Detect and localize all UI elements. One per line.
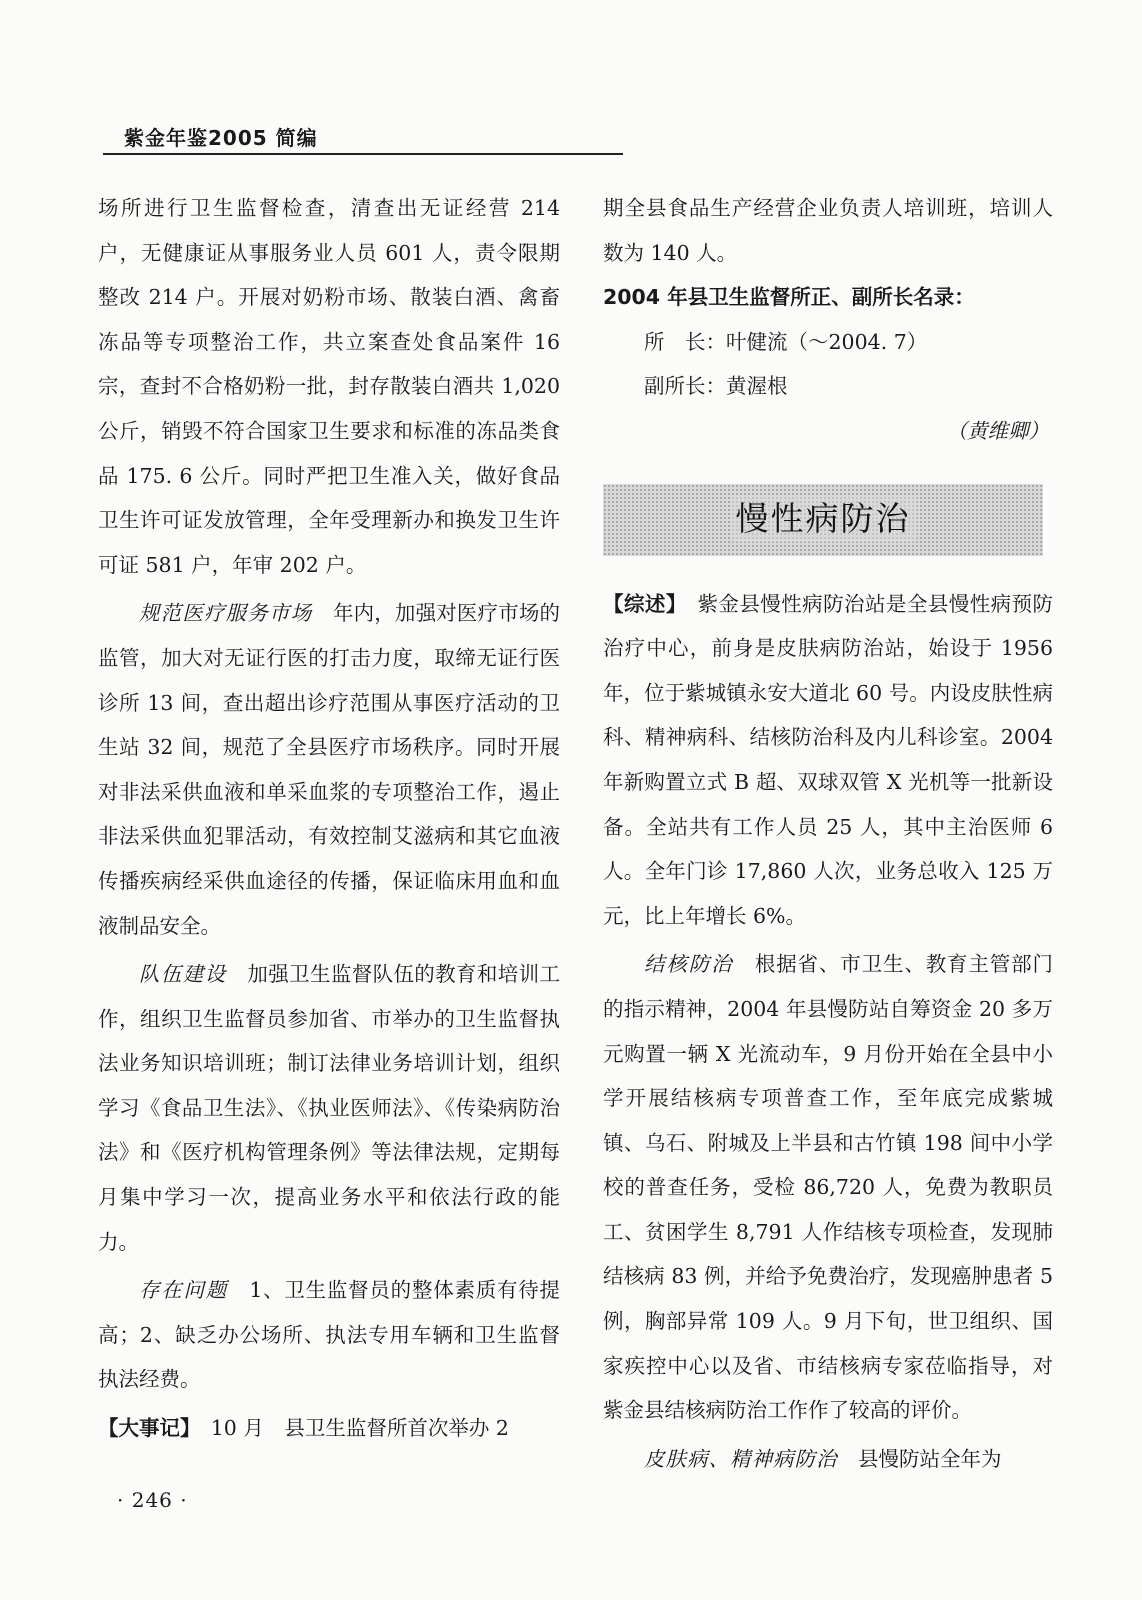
body-medical-market: 年内，加强对医疗市场的监管，加大对无证行医的打击力度，取缔无证行医诊所 13 间，查出超出诊疗范围从事医疗活动的卫生站 32 间，规范了全县医疗市场秩序。同时开展对非法采供血液和单采血浆的专项整治工作，遏止非法采供血犯罪活动，有效控制艾滋病和其它血液传播疾病经采供血途径的传播，保证临床用血和血液制品安全。 — [98, 601, 561, 938]
running-title: 紫金年鉴2005 简编 — [124, 126, 318, 150]
body-team-building: 加强卫生监督队伍的教育和培训工作，组织卫生监督员参加省、市举办的卫生监督执法业务知识培训班；制订法律业务培训计划，组织学习《食品卫生法》、《执业医师法》、《传染病防治法》和《医疗机构管理条例》等法律法规，定期每月集中学习一次，提高业务水平和依法行政的能力。 — [98, 962, 561, 1254]
subhead-medical-market: 规范医疗服务市场 — [139, 601, 313, 626]
paragraph-skin-mental — [603, 1437, 1053, 1482]
roster-director: 所 长：叶健流（～2004. 7） — [644, 329, 928, 354]
paragraph-training-cont: 期全县食品生产经营企业负责人培训班，培训人数为 140 人。 — [603, 196, 1053, 265]
subhead-problems: 存在问题 — [139, 1278, 229, 1303]
left-column — [98, 186, 560, 1451]
roster-deputy: 副所长：黄渥根 — [644, 374, 788, 399]
paragraph-problems — [98, 1268, 560, 1402]
paragraph-team-building — [98, 952, 560, 1264]
section-title: 慢性病防治 — [730, 497, 917, 542]
paragraph-food-inspection: 场所进行卫生监督检查，清查出无证经营 214 户，无健康证从事服务业人员 601 人，责令限期整改 214 户。开展对奶粉市场、散装白酒、禽畜冻品等专项整治工作，共立案查处食品案件 16 宗，查封不合格奶粉一批，封存散装白酒共 1,020 公斤，销毁不符合国家卫生要求和标准的冻品类食品 175. 6 公斤。同时严把卫生准入关，做好食品卫生许可证发放管理，全年受理新办和换发卫生许可证 581 户，年审 202 户。 — [98, 196, 560, 577]
body-tb: 根据省、市卫生、教育主管部门的指示精神，2004 年县慢防站自筹资金 20 多万元购置一辆 X 光流动车，9 月份开始在全县中小学开展结核病专项普查工作，至年底完成紫城镇、乌石、附城及上半县和古竹镇 198 间中小学校的普查任务，受检 86,720 人，免费为教职员工、贫困学生 8,791 人作结核专项检查，发现肺结核病 83 例，并给予免费治疗，发现癌肿患者 5 例，胸部异常 109 人。9 月下旬，世卫组织、国家疾控中心以及省、市结核病专家莅临指导，对紫金县结核病防治工作作了较高的评价。 — [603, 952, 1054, 1423]
subhead-team-building: 队伍建设 — [139, 962, 227, 987]
paragraph-tb — [603, 942, 1053, 1433]
section-banner — [603, 484, 1043, 556]
header-rule — [103, 153, 623, 155]
events-heading: 【大事记】 — [98, 1416, 191, 1441]
author-credit: （黄维卿） — [946, 418, 1049, 443]
paragraph-events — [98, 1406, 560, 1451]
summary-body: 紫金县慢性病防治站是全县慢性病预防治疗中心，前身是皮肤病防治站，始设于 1956 年，位于紫城镇永安大道北 60 号。内设皮肤性病科、精神病科、结核防治科及内儿科诊室。2004 年新购置立式 B 超、双球双管 X 光机等一批新设备。全站共有工作人员 25 人，其中主治医师 6 人。全年门诊 17,860 人次，业务总收入 125 万元，比上年增长 6%。 — [603, 591, 1054, 928]
subhead-skin-mental: 皮肤病、精神病防治 — [644, 1446, 838, 1471]
events-body: 10 月 县卫生监督所首次举办 2 — [210, 1416, 509, 1441]
subhead-tb: 结核防治 — [644, 952, 734, 977]
body-problems: 1、卫生监督员的整体素质有待提高；2、缺乏办公场所、执法专用车辆和卫生监督执法经费。 — [98, 1278, 561, 1392]
body-skin-mental: 县慢防站全年为 — [858, 1446, 1002, 1471]
page-number: · 246 · — [117, 1488, 188, 1512]
paragraph-summary — [603, 582, 1053, 939]
paragraph-medical-market — [98, 591, 560, 948]
roster-title: 2004 年县卫生监督所正、副所长名录： — [603, 285, 975, 310]
summary-heading: 【综述】 — [603, 591, 677, 616]
right-column — [603, 186, 1053, 1481]
